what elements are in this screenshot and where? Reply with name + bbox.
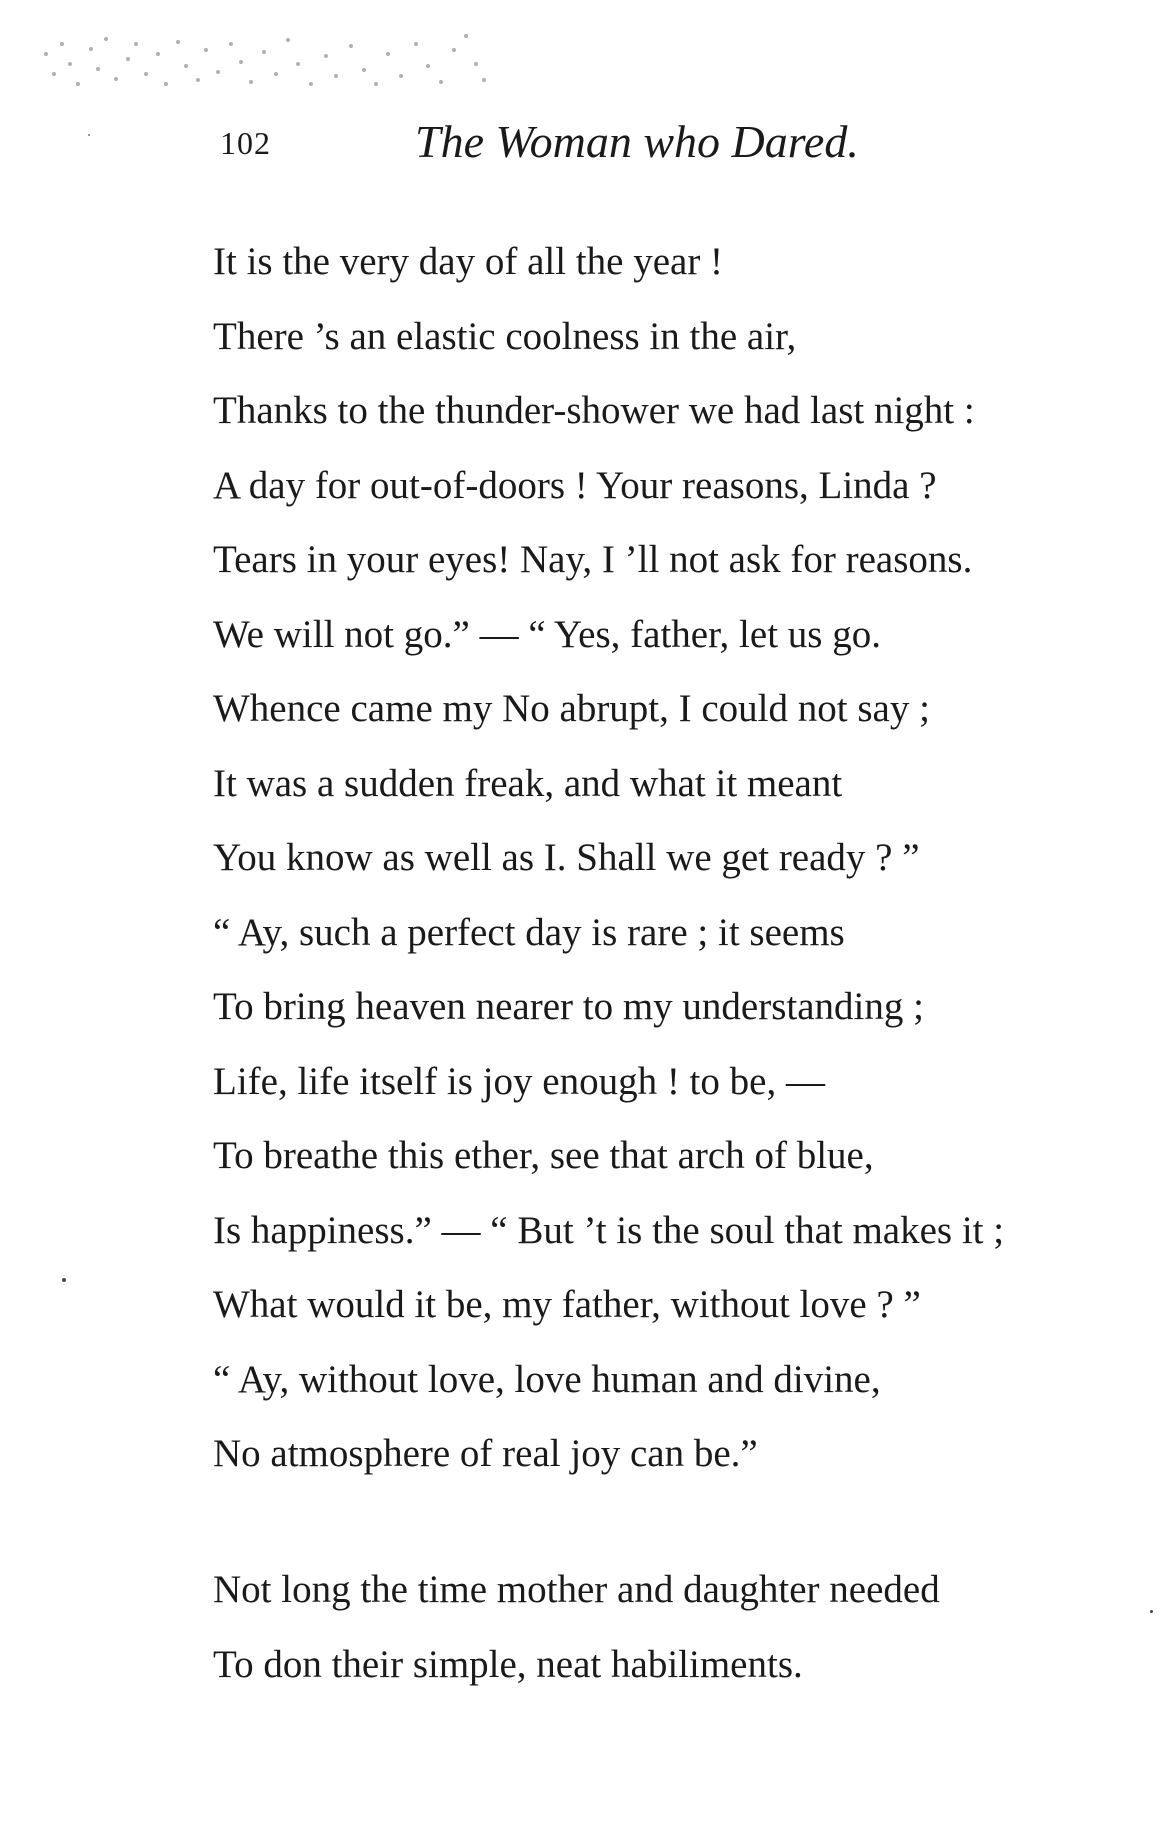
print-speck (1150, 1610, 1153, 1613)
page-number: 102 (220, 125, 271, 161)
verse-line: What would it be, my father, without love ? ” (213, 1283, 921, 1326)
verse-line: Whence came my No abrupt, I could not say ; (213, 687, 930, 730)
verse-line: You know as well as I. Shall we get ready ? ” (213, 836, 920, 879)
verse-line: No atmosphere of real joy can be.” (213, 1432, 758, 1475)
print-speck (88, 134, 90, 136)
print-speck (62, 1278, 66, 1282)
verse-stanza-1 (213, 225, 1153, 1492)
verse-line: We will not go.” — “ Yes, father, let us go. (213, 612, 881, 656)
verse-line: Tears in your eyes! Nay, I ’ll not ask for reasons. (213, 538, 973, 581)
page-header (220, 115, 980, 175)
verse-line: To don their simple, neat habiliments. (213, 1642, 803, 1686)
verse-line: Not long the time mother and daughter needed (213, 1568, 940, 1611)
verse-line: A day for out-of-doors ! Your reasons, Linda ? (213, 463, 937, 507)
verse-line: There ’s an elastic coolness in the air, (213, 314, 797, 358)
verse-line: To bring heaven nearer to my understanding ; (213, 985, 924, 1028)
verse-line: Thanks to the thunder-shower we had last night : (213, 389, 975, 432)
verse-line: “ Ay, such a perfect day is rare ; it seems (213, 910, 845, 954)
running-title: The Woman who Dared. (415, 116, 859, 167)
verse-line: Life, life itself is joy enough ! to be, — (213, 1059, 825, 1103)
verse-line: Is happiness.” — “ But ’t is the soul that makes it ; (213, 1208, 1005, 1252)
verse-line: “ Ay, without love, love human and divine, (213, 1357, 881, 1401)
verse-line: It was a sudden freak, and what it meant (213, 761, 843, 805)
verse-line: It is the very day of all the year ! (213, 240, 724, 283)
bleed-through-stamp (36, 14, 536, 94)
verse-stanza-2 (213, 1553, 1153, 1702)
verse-line: To breathe this ether, see that arch of blue, (213, 1134, 874, 1177)
